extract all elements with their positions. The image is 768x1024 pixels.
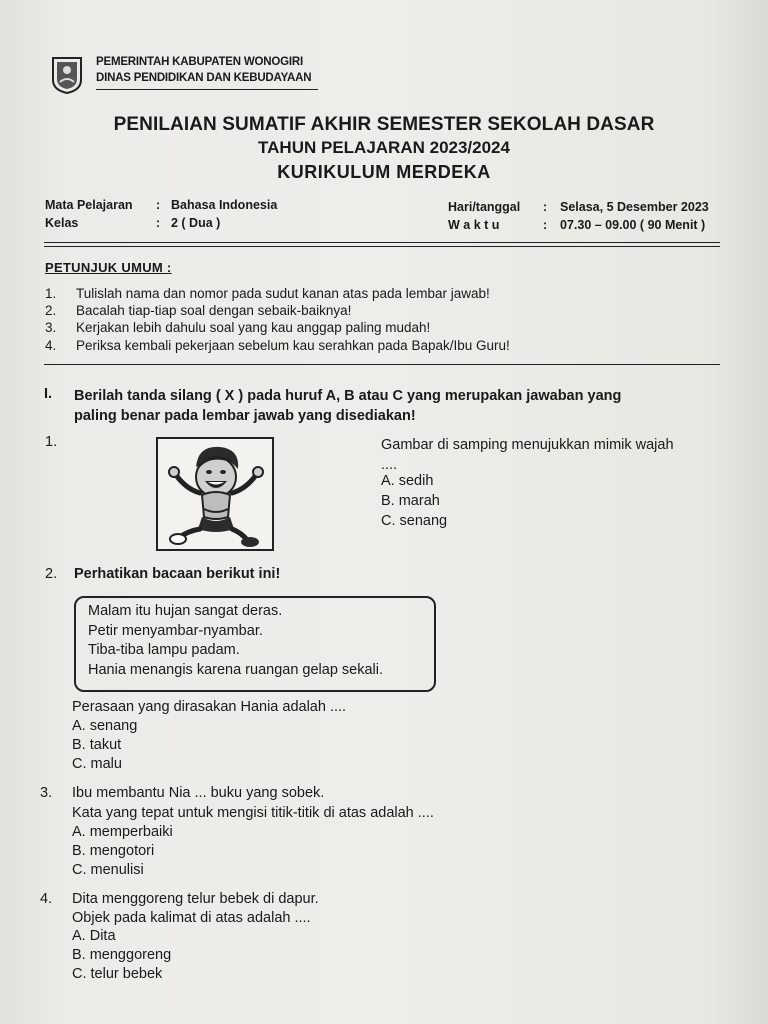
- curriculum-title: KURIKULUM MERDEKA: [277, 162, 491, 182]
- class-colon: :: [156, 216, 161, 230]
- passage-line: Malam itu hujan sangat deras.: [88, 603, 283, 619]
- question-text: Gambar di samping menujukkan mimik wajah: [381, 437, 674, 453]
- date-label: Hari/tanggal: [448, 200, 521, 214]
- happy-child-icon: [158, 439, 272, 549]
- class-value: 2 ( Dua ): [171, 216, 221, 230]
- option-a[interactable]: A. memperbaiki: [72, 824, 173, 840]
- question-number: 1.: [45, 434, 58, 450]
- instructions-heading: PETUNJUK UMUM :: [45, 260, 172, 275]
- question-text: Ibu membantu Nia ... buku yang sobek.: [72, 785, 325, 801]
- instruction-num: 4.: [45, 338, 57, 353]
- time-value: 07.30 – 09.00 ( 90 Menit ): [560, 218, 706, 232]
- section-number: I.: [44, 386, 53, 402]
- instruction-text: Tulislah nama dan nomor pada sudut kanan atas pada lembar jawab!: [76, 286, 490, 301]
- question-text: Kata yang tepat untuk mengisi titik-titik di atas adalah ....: [72, 805, 434, 821]
- passage-line: Petir menyambar-nyambar.: [88, 623, 263, 639]
- subject-label: Mata Pelajaran: [45, 198, 133, 212]
- option-b[interactable]: B. marah: [381, 493, 440, 509]
- instruction-num: 3.: [45, 320, 57, 335]
- option-b[interactable]: B. takut: [72, 737, 122, 753]
- option-c[interactable]: C. malu: [72, 756, 122, 772]
- question-text: Perasaan yang dirasakan Hania adalah ....: [72, 699, 347, 715]
- option-c[interactable]: C. telur bebek: [72, 966, 163, 982]
- instruction-num: 1.: [45, 286, 57, 301]
- section-line-2: paling benar pada lembar jawab yang disediakan!: [74, 408, 416, 424]
- time-colon: :: [543, 218, 548, 232]
- section-instruction: [74, 386, 724, 426]
- academic-year: TAHUN PELAJARAN 2023/2024: [258, 138, 510, 157]
- question-heading: Perhatikan bacaan berikut ini!: [74, 566, 281, 582]
- passage-line: Tiba-tiba lampu padam.: [88, 642, 240, 658]
- exam-title: PENILAIAN SUMATIF AKHIR SEMESTER SEKOLAH DASAR: [113, 114, 655, 135]
- question-ellipsis: ....: [381, 457, 398, 473]
- government-line-1: PEMERINTAH KABUPATEN WONOGIRI: [96, 56, 303, 68]
- class-label: Kelas: [45, 216, 79, 230]
- passage-line: Hania menangis karena ruangan gelap sekali.: [88, 662, 384, 678]
- option-c[interactable]: C. senang: [381, 513, 448, 529]
- date-colon: :: [543, 200, 548, 214]
- divider-instructions: [44, 364, 720, 365]
- date-value: Selasa, 5 Desember 2023: [560, 200, 709, 214]
- instruction-text: Bacalah tiap-tiap soal dengan sebaik-baiknya!: [76, 303, 352, 318]
- government-line-2: DINAS PENDIDIKAN DAN KEBUDAYAAN: [96, 72, 312, 84]
- option-a[interactable]: A. senang: [72, 718, 138, 734]
- divider-top: [44, 242, 720, 243]
- divider-top-thin: [44, 246, 720, 247]
- question-number: 2.: [45, 566, 58, 582]
- question-number: 3.: [40, 785, 53, 801]
- option-a[interactable]: A. Dita: [72, 928, 116, 944]
- instruction-num: 2.: [45, 303, 57, 318]
- subject-value: Bahasa Indonesia: [171, 198, 278, 212]
- header-underline: [96, 89, 318, 90]
- instruction-text: Periksa kembali pekerjaan sebelum kau serahkan pada Bapak/Ibu Guru!: [76, 338, 510, 353]
- question-text: Dita menggoreng telur bebek di dapur.: [72, 891, 319, 907]
- wonogiri-emblem-icon: [50, 56, 84, 94]
- option-a[interactable]: A. sedih: [381, 473, 434, 489]
- option-b[interactable]: B. menggoreng: [72, 947, 172, 963]
- question-text: Objek pada kalimat di atas adalah ....: [72, 910, 311, 926]
- subject-colon: :: [156, 198, 161, 212]
- section-line-1: Berilah tanda silang ( X ) pada huruf A, B atau C yang merupakan jawaban yang: [74, 388, 622, 404]
- instruction-text: Kerjakan lebih dahulu soal yang kau anggap paling mudah!: [76, 320, 431, 335]
- happy-child-picture: [156, 437, 274, 551]
- option-c[interactable]: C. menulisi: [72, 862, 144, 878]
- time-label: W a k t u: [448, 218, 500, 232]
- option-b[interactable]: B. mengotori: [72, 843, 155, 859]
- question-number: 4.: [40, 891, 53, 907]
